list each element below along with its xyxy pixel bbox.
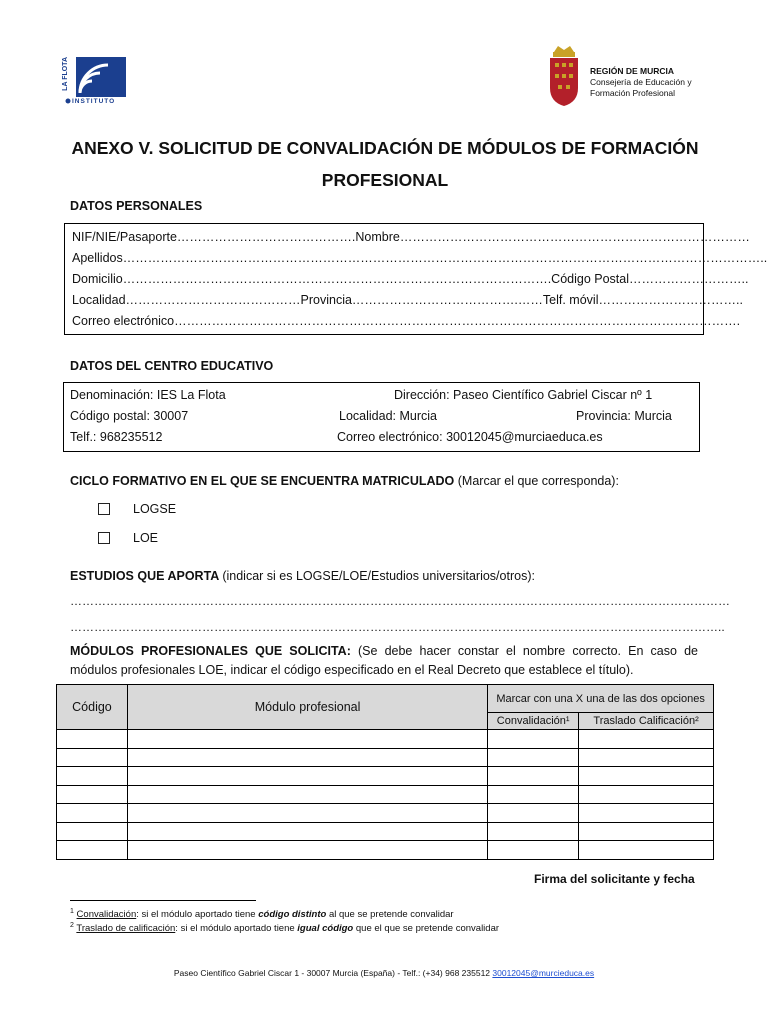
col-header-code: Código — [57, 685, 128, 730]
logo-bottom-text: INSTITUTO — [72, 98, 116, 105]
modules-note: (Se debe hacer constar el nombre correcto. En caso de módulos profesionales LOE, indicar el código especificado en el Real Decreto que establece el título). — [70, 644, 698, 677]
footnote-1: $^1$ Convalidación: si el módulo aportado tiene código distinto al que se pretende convalidar — [70, 908, 454, 921]
studies-heading — [70, 569, 535, 583]
logse-label: LOGSE — [133, 502, 177, 516]
logse-checkbox[interactable] — [98, 503, 110, 515]
document-title-line1: ANEXO V. SOLICITUD DE CONVALIDACIÓN DE MÓDULOS DE FORMACIÓN — [71, 138, 699, 158]
table-row — [57, 804, 714, 823]
document-title-line2: PROFESIONAL — [321, 170, 449, 190]
school-locality: Localidad: Murcia — [339, 409, 437, 423]
page-footer — [0, 968, 768, 978]
region-murcia-logo — [546, 44, 716, 108]
table-row — [57, 767, 714, 786]
email-field[interactable]: Correo electrónico………………………………………………………………………………………………………………………. — [72, 314, 741, 328]
studies-line-1[interactable]: ………………………………………………………………………………………………………………………………………………… — [70, 594, 730, 608]
address-postal-field[interactable]: Domicilio………………………………………………………………………………………….Código Postal……………………….. — [72, 272, 749, 286]
table-row — [57, 730, 714, 749]
school-data-box — [63, 382, 700, 452]
school-data-heading: DATOS DEL CENTRO EDUCATIVO — [70, 359, 274, 373]
studies-heading-bold: ESTUDIOS QUE APORTA — [70, 569, 219, 583]
studies-heading-note: (indicar si es LOGSE/LOE/Estudios universitarios/otros): — [222, 569, 535, 583]
table-row — [57, 748, 714, 767]
org-department-line2: Formación Profesional — [590, 88, 676, 98]
id-name-field[interactable]: NIF/NIE/Pasaporte…………………………………….Nombre………………………………………………………………………… — [72, 230, 750, 244]
modules-table — [56, 684, 714, 860]
footer-address: Paseo Científico Gabriel Ciscar 1 - 30007 Murcia (España) - Telf.: (+34) 968 235512 — [173, 968, 493, 978]
cycle-heading-bold: CICLO FORMATIVO EN EL QUE SE ENCUENTRA MATRICULADO — [70, 474, 455, 488]
loe-label: LOE — [133, 531, 159, 545]
school-phone: Telf.: 968235512 — [70, 430, 163, 444]
personal-data-heading: DATOS PERSONALES — [70, 199, 203, 213]
logo-vertical-text: LA FLOTA — [62, 57, 69, 91]
org-name: REGIÓN DE MURCIA — [590, 66, 675, 76]
school-address: Dirección: Paseo Científico Gabriel Ciscar nº 1 — [394, 388, 653, 402]
school-postal-code: Código postal: 30007 — [70, 409, 189, 423]
locality-province-phone-field[interactable]: Localidad……………………………………Provincia………………………………….……Telf. móvil…………………………….. — [72, 293, 743, 307]
col-header-module: Módulo profesional — [127, 685, 487, 730]
signature-label: Firma del solicitante y fecha — [534, 872, 695, 886]
footnote-2: $^2$ Traslado de calificación: si el módulo aportado tiene igual código que el que se pretende convalidar — [70, 922, 500, 935]
modules-instructions — [70, 642, 698, 680]
table-row — [57, 841, 714, 860]
table-row — [57, 785, 714, 804]
school-email: Correo electrónico: 30012045@murciaeduca.es — [337, 430, 603, 444]
cycle-heading — [70, 474, 619, 488]
loe-checkbox[interactable] — [98, 532, 110, 544]
surname-field[interactable]: Apellidos……………………………………………………………………………………………………………………………………….. — [72, 251, 768, 265]
table-row — [57, 822, 714, 841]
studies-line-2[interactable]: ……………………………………………………………………………………………………………………………………………….. — [70, 620, 725, 634]
footnote-divider — [70, 900, 256, 901]
coat-of-arms-icon — [546, 44, 582, 108]
ies-la-flota-logo — [62, 55, 128, 107]
school-province: Provincia: Murcia — [576, 409, 672, 423]
footer-email-link[interactable]: 30012045@murcieduca.es — [492, 968, 595, 978]
col-header-mark: Marcar con una X una de las dos opciones — [488, 685, 714, 713]
cycle-heading-note: (Marcar el que corresponda): — [457, 474, 619, 488]
col-header-transfer: Traslado Calificación² — [579, 713, 714, 730]
org-department-line1: Consejería de Educación y — [590, 77, 692, 87]
modules-heading: MÓDULOS PROFESIONALES QUE SOLICITA: — [70, 644, 351, 658]
school-name: Denominación: IES La Flota — [70, 388, 226, 402]
personal-data-box — [64, 223, 768, 335]
col-header-validation: Convalidación¹ — [488, 713, 579, 730]
